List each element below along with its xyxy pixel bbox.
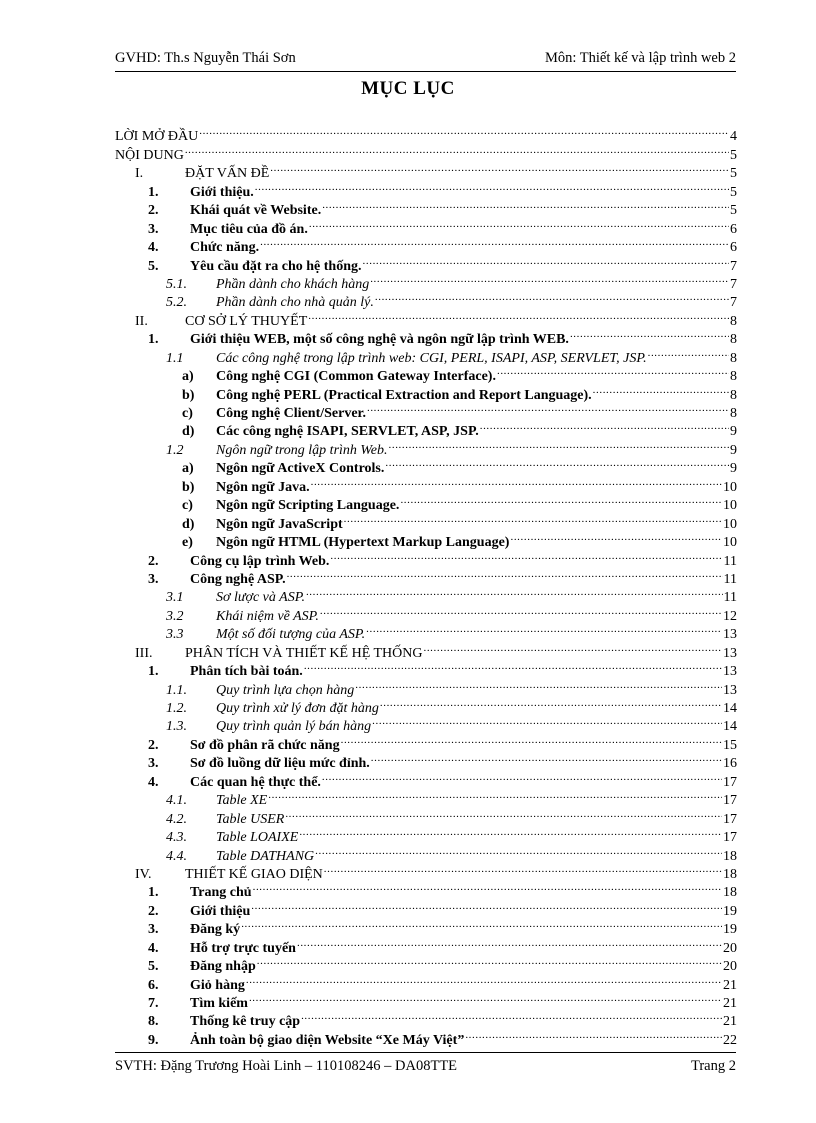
toc-dot-leader (255, 177, 729, 195)
toc-entry-title: Giới thiệu. (190, 184, 254, 200)
toc-entry-number: III. (135, 645, 153, 661)
toc-entry-title: Một số đối tượng của ASP. (216, 627, 366, 643)
toc-entry-number: 1.2 (166, 442, 184, 458)
toc-entry-number: 1.1. (166, 682, 187, 698)
toc-dot-leader (185, 140, 729, 158)
toc-entry-number: e) (182, 535, 193, 551)
toc-dot-leader (311, 472, 722, 490)
toc-entry-title: Ngôn ngữ JavaScript (216, 516, 343, 532)
toc-entry-page: 8 (730, 350, 737, 366)
toc-entry-title: Tìm kiếm (190, 996, 248, 1011)
toc-entry-title: Phần dành cho khách hàng (216, 276, 370, 292)
toc-dot-leader (367, 399, 729, 417)
toc-dot-leader (287, 565, 723, 583)
toc-entry-number: a) (182, 461, 194, 477)
toc-entry-title: THIẾT KẾ GIAO DIỆN (185, 866, 323, 882)
toc-entry-number: 2. (148, 737, 159, 753)
toc-entry-page: 18 (723, 885, 737, 901)
toc-entry-title: Giới thiệu WEB, một số công nghệ và ngôn ngữ lập trình WEB. (190, 332, 569, 348)
toc-entry-page: 17 (723, 811, 737, 827)
page-header (115, 50, 736, 70)
toc-entry-page: 19 (723, 922, 737, 938)
toc-entry-number: c) (182, 406, 193, 421)
toc-dot-leader (304, 657, 722, 675)
toc-entry[interactable] (115, 159, 737, 182)
toc-entry-title: Ngôn ngữ HTML (Hypertext Markup Language) (216, 535, 510, 551)
toc-dot-leader (315, 841, 722, 859)
toc-entry-title: Công nghệ CGI (Common Gateway Interface). (216, 369, 496, 385)
toc-entry-page: 7 (730, 276, 737, 292)
toc-entry-number: I. (135, 166, 144, 182)
toc-dot-leader (301, 1007, 722, 1025)
toc-entry-page: 18 (723, 866, 737, 882)
toc-dot-leader (285, 804, 722, 822)
toc-dot-leader (322, 196, 729, 214)
toc-dot-leader (375, 288, 729, 306)
toc-entry-page: 9 (730, 442, 737, 458)
toc-entry-page: 17 (723, 774, 737, 790)
toc-entry-page: 17 (723, 830, 737, 846)
toc-entry-title: CƠ SỞ LÝ THUYẾT (185, 313, 308, 329)
toc-entry-title: Yêu cầu đặt ra cho hệ thống. (190, 258, 362, 274)
toc-dot-leader (385, 454, 729, 472)
toc-entry-page: 9 (730, 424, 737, 440)
toc-entry-page: 10 (723, 498, 737, 514)
toc-entry-page: 13 (723, 664, 737, 680)
toc-entry-number: 3.1 (166, 590, 184, 606)
toc-entry-page: 21 (723, 996, 737, 1011)
toc-entry-number: 7. (148, 996, 159, 1011)
toc-entry-number: IV. (135, 866, 152, 882)
toc-dot-leader (268, 786, 722, 804)
toc-entry-page: 11 (723, 590, 737, 606)
toc-entry-number: II. (135, 313, 148, 329)
toc-entry-page: 14 (723, 701, 737, 716)
toc-entry-number: 8. (148, 1014, 159, 1030)
toc-entry-number: 4.4. (166, 848, 187, 864)
toc-dot-leader (241, 915, 722, 933)
toc-entry-page: 8 (730, 387, 737, 403)
toc-entry-number: d) (182, 424, 195, 440)
footer-student: SVTH: Đặng Trương Hoài Linh – 110108246 – DA08TTE (115, 1058, 458, 1074)
toc-entry-number: c) (182, 498, 193, 514)
toc-entry-number: 5.2. (166, 295, 187, 311)
toc-dot-leader (593, 380, 729, 398)
toc-entry-number: b) (182, 479, 195, 495)
toc-entry-page: 5 (730, 184, 737, 200)
toc-dot-leader (257, 952, 722, 970)
toc-entry-number: a) (182, 369, 194, 385)
toc-dot-leader (344, 509, 722, 527)
toc-dot-leader (251, 896, 722, 914)
toc-entry-page: 8 (730, 406, 737, 421)
toc-entry-title: LỜI MỞ ĐẦU (115, 129, 199, 145)
toc-entry-title: Quy trình quản lý bán hàng (216, 719, 372, 735)
toc-entry-title: Công nghệ PERL (Practical Extraction and Report Language). (216, 387, 592, 403)
toc-dot-leader (363, 251, 729, 269)
toc-dot-leader (400, 491, 722, 509)
toc-entry-title: Các quan hệ thực thể. (190, 774, 321, 790)
toc-dot-leader (297, 933, 722, 951)
toc-entry-page: 8 (730, 313, 737, 329)
toc-entry-page: 15 (723, 737, 737, 753)
toc-entry-title: ĐẶT VẤN ĐỀ (185, 166, 270, 182)
toc-entry-title: Ngôn ngữ trong lập trình Web. (216, 442, 388, 458)
toc-entry-page: 7 (730, 258, 737, 274)
toc-entry[interactable] (115, 140, 737, 163)
toc-entry-title: Thống kê truy cập (190, 1014, 301, 1030)
toc-entry-page: 5 (730, 203, 737, 219)
toc-entry-page: 4 (730, 129, 737, 145)
toc-entry-page: 19 (723, 903, 737, 919)
toc-entry-page: 8 (730, 332, 737, 348)
toc-entry-title: Ngôn ngữ Java. (216, 479, 310, 495)
toc-dot-leader (371, 749, 722, 767)
toc-dot-leader (366, 620, 722, 638)
toc-entry-number: 5. (148, 258, 159, 274)
toc-entry[interactable] (115, 122, 737, 145)
toc-dot-leader (324, 860, 722, 878)
toc-dot-leader (355, 675, 722, 693)
toc-entry-number: 5. (148, 959, 159, 975)
toc-entry-title: Ngôn ngữ ActiveX Controls. (216, 461, 385, 477)
toc-entry-number: b) (182, 387, 195, 403)
toc-entry-title: Giỏ hàng (190, 977, 245, 993)
toc-dot-leader (330, 546, 722, 564)
toc-entry-title: NỘI DUNG (115, 147, 184, 163)
toc-entry-page: 22 (723, 1032, 737, 1048)
header-divider (115, 71, 736, 72)
toc-entry-page: 21 (723, 977, 737, 993)
toc-entry-title: Quy trình xử lý đơn đặt hàng (216, 701, 379, 716)
toc-entry-page: 10 (723, 479, 737, 495)
toc-entry-title: Mục tiêu của đồ án. (190, 221, 308, 237)
toc-entry-title: Công nghệ Client/Server. (216, 406, 366, 421)
toc-entry-number: 1. (148, 184, 159, 200)
toc-dot-leader (465, 1025, 722, 1043)
toc-entry-number: 5.1. (166, 276, 187, 292)
toc-dot-leader (570, 325, 729, 343)
toc-entry-number: d) (182, 516, 195, 532)
toc-entry-number: 3. (148, 221, 159, 237)
toc-dot-leader (260, 233, 729, 251)
toc-entry-number: 2. (148, 553, 159, 569)
toc-entry-number: 4. (148, 240, 159, 256)
toc-entry-title: Ảnh toàn bộ giao diện Website “Xe Máy Việt” (190, 1032, 465, 1048)
toc-entry-number: 6. (148, 977, 159, 993)
toc-entry-title: Sơ lược và ASP. (216, 590, 305, 606)
toc-entry-title: Công cụ lập trình Web. (190, 553, 330, 569)
page-footer (115, 1058, 736, 1078)
toc-entry-number: 4.1. (166, 793, 187, 809)
toc-dot-leader (270, 159, 729, 177)
toc-entry-page: 6 (730, 221, 737, 237)
toc-entry-number: 3. (148, 756, 159, 772)
toc-dot-leader (299, 823, 722, 841)
toc-entry-title: Hỗ trợ trực tuyến (190, 940, 296, 956)
toc-entry-title: Sơ đồ luồng dữ liệu mức đỉnh. (190, 756, 370, 772)
table-of-contents (115, 122, 737, 1048)
toc-dot-leader (497, 362, 729, 380)
toc-entry-title: Table LOAIXE (216, 830, 299, 846)
toc-entry-page: 16 (723, 756, 737, 772)
toc-entry-number: 3.3 (166, 627, 184, 643)
toc-dot-leader (322, 767, 722, 785)
toc-entry-number: 1. (148, 664, 159, 680)
toc-entry-page: 18 (723, 848, 737, 864)
toc-entry-title: Trang chủ (190, 885, 252, 901)
toc-entry-number: 4. (148, 774, 159, 790)
toc-entry-page: 12 (723, 608, 737, 624)
toc-entry-number: 4. (148, 940, 159, 956)
toc-entry-number: 4.2. (166, 811, 187, 827)
toc-entry-number: 1.2. (166, 701, 187, 716)
toc-dot-leader (480, 417, 729, 435)
footer-divider (115, 1052, 736, 1053)
toc-entry-page: 14 (723, 719, 737, 735)
toc-dot-leader (380, 694, 722, 712)
toc-entry-title: Công nghệ ASP. (190, 571, 286, 587)
toc-entry-title: Khái niệm về ASP. (216, 608, 319, 624)
toc-entry-title: Đăng nhập (190, 959, 256, 975)
toc-entry-title: Các công nghệ ISAPI, SERVLET, ASP, JSP. (216, 424, 479, 440)
toc-entry-title: Khái quát về Website. (190, 203, 322, 219)
toc-entry-number: 3. (148, 922, 159, 938)
toc-entry-title: Các công nghệ trong lập trình web: CGI, PERL, ISAPI, ASP, SERVLET, JSP. (216, 350, 647, 366)
toc-entry-number: 1. (148, 885, 159, 901)
toc-entry-page: 10 (723, 516, 737, 532)
toc-dot-leader (308, 306, 729, 324)
toc-entry-number: 2. (148, 903, 159, 919)
toc-entry-number: 9. (148, 1032, 159, 1048)
toc-dot-leader (249, 989, 722, 1007)
page-title: MỤC LỤC (361, 78, 455, 99)
toc-entry-page: 5 (730, 166, 737, 182)
toc-dot-leader (372, 712, 722, 730)
toc-entry-title: Sơ đồ phân rã chức năng (190, 737, 340, 753)
toc-entry-page: 21 (723, 1014, 737, 1030)
toc-entry-number: 1. (148, 332, 159, 348)
toc-entry-page: 6 (730, 240, 737, 256)
toc-entry-page: 20 (723, 959, 737, 975)
toc-entry-title: Table XE (216, 793, 268, 809)
toc-dot-leader (341, 730, 722, 748)
toc-entry-title: PHÂN TÍCH VÀ THIẾT KẾ HỆ THỐNG (185, 645, 423, 661)
toc-entry-title: Table DATHANG (216, 848, 315, 864)
toc-dot-leader (370, 270, 729, 288)
header-instructor: GVHD: Th.s Nguyễn Thái Sơn (115, 50, 296, 66)
toc-dot-leader (306, 583, 723, 601)
toc-entry-title: Phân tích bài toán. (190, 664, 303, 680)
toc-entry-page: 20 (723, 940, 737, 956)
toc-entry-page: 5 (730, 147, 737, 163)
footer-page-number: Trang 2 (691, 1058, 736, 1074)
toc-entry-number: 2. (148, 203, 159, 219)
toc-entry-page: 9 (730, 461, 737, 477)
toc-entry-title: Table USER (216, 811, 285, 827)
toc-entry-number: 4.3. (166, 830, 187, 846)
toc-dot-leader (309, 214, 729, 232)
toc-entry-page: 17 (723, 793, 737, 809)
toc-entry-page: 13 (723, 627, 737, 643)
toc-dot-leader (423, 638, 722, 656)
toc-entry-number: 3.2 (166, 608, 184, 624)
toc-dot-leader (253, 878, 722, 896)
toc-entry-page: 13 (723, 682, 737, 698)
toc-entry-title: Chức năng. (190, 240, 260, 256)
toc-entry-number: 3. (148, 571, 159, 587)
toc-entry-number: 1.1 (166, 350, 184, 366)
toc-dot-leader (320, 601, 722, 619)
toc-entry-title: Ngôn ngữ Scripting Language. (216, 498, 400, 514)
toc-entry-title: Giới thiệu (190, 903, 251, 919)
toc-entry-page: 7 (730, 295, 737, 311)
toc-entry-number: 1.3. (166, 719, 187, 735)
toc-dot-leader (199, 122, 729, 140)
toc-dot-leader (246, 970, 722, 988)
toc-entry-title: Quy trình lựa chọn hàng (216, 682, 355, 698)
toc-entry-page: 11 (723, 553, 737, 569)
toc-dot-leader (510, 528, 722, 546)
toc-dot-leader (648, 343, 729, 361)
toc-entry-title: Đăng ký (190, 922, 241, 938)
toc-entry-title: Phần dành cho nhà quản lý. (216, 295, 374, 311)
toc-entry-page: 8 (730, 369, 737, 385)
toc-entry-page: 11 (723, 571, 737, 587)
header-course: Môn: Thiết kế và lập trình web 2 (544, 50, 736, 66)
toc-dot-leader (389, 435, 730, 453)
toc-entry-page: 13 (723, 645, 737, 661)
toc-entry-page: 10 (723, 535, 737, 551)
